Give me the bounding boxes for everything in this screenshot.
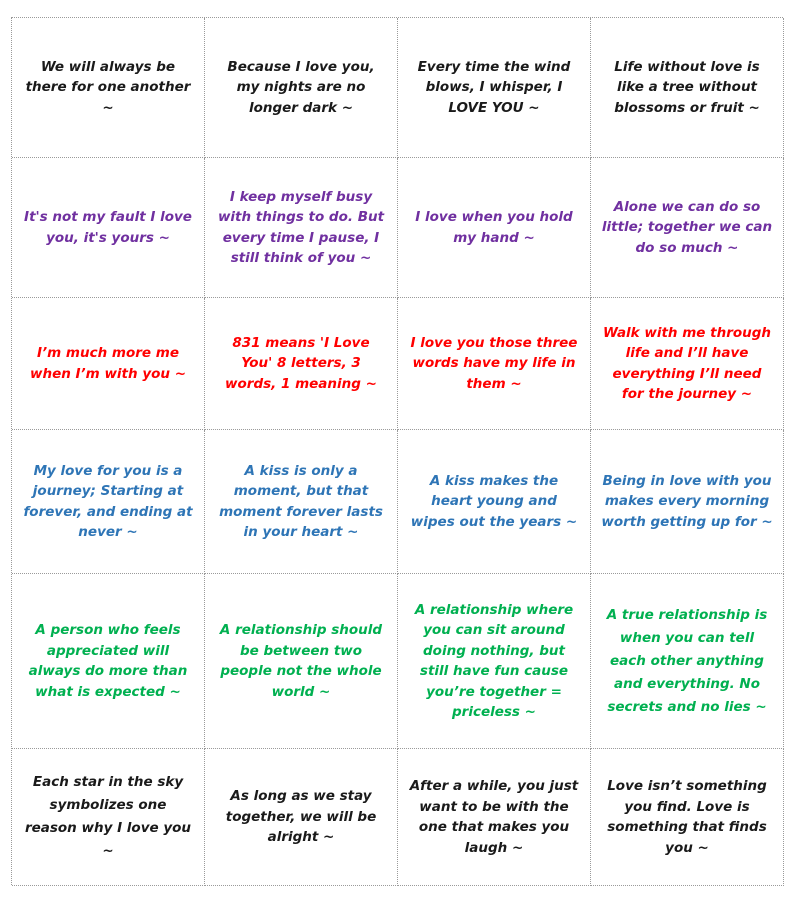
quote-text: I’m much more me when I’m with you ~ [29, 345, 187, 382]
quote-card [398, 18, 591, 158]
quote-text: A person who feels appreciated will always do more than what is expected ~ [28, 622, 188, 700]
quote-text: A kiss makes the heart young and wipes out the years ~ [410, 472, 578, 530]
quote-text: My love for you is a journey; Starting at forever, and ending at never ~ [23, 462, 193, 540]
quote-card [205, 18, 398, 158]
quote-card [591, 430, 784, 574]
quote-text: I keep myself busy with things to do. But every time I pause, I still think of you ~ [217, 188, 385, 266]
quote-card [591, 18, 784, 158]
quote-text: We will always be there for one another ~ [25, 58, 191, 116]
quote-text: Because I love you, my nights are no longer dark ~ [227, 58, 375, 116]
quote-card [398, 574, 591, 749]
quote-text: A kiss is only a moment, but that moment forever lasts in your heart ~ [219, 462, 383, 540]
quote-text: A relationship where you can sit around doing nothing, but still have fun cause you’re together = priceless ~ [414, 601, 574, 720]
quote-text: Love isn’t something you find. Love is something that finds you ~ [607, 778, 767, 856]
quote-card [205, 158, 398, 298]
quote-card [12, 574, 205, 749]
quote-card [12, 749, 205, 886]
quote-card [12, 298, 205, 430]
quote-card [398, 749, 591, 886]
quote-text: Alone we can do so little; together we can do so much ~ [601, 198, 773, 256]
quote-card [398, 298, 591, 430]
quote-card-sheet [11, 17, 783, 885]
quote-card [205, 298, 398, 430]
quote-text: As long as we stay together, we will be alright ~ [225, 788, 377, 846]
quote-text: A relationship should be between two people not the whole world ~ [219, 622, 383, 700]
quote-text: I love when you hold my hand ~ [415, 209, 573, 246]
quote-card [12, 18, 205, 158]
quote-text: Life without love is like a tree without blossoms or fruit ~ [614, 58, 760, 116]
quote-card [12, 430, 205, 574]
quote-card [591, 298, 784, 430]
quote-card [591, 749, 784, 886]
quote-text: A true relationship is when you can tell each other anything and everything. No secrets and no lies ~ [606, 606, 768, 715]
quote-text: Walk with me through life and I’ll have everything I’ll need for the journey ~ [602, 324, 772, 402]
quote-text: It's not my fault I love you, it's yours ~ [24, 209, 192, 246]
quote-text: After a while, you just want to be with the one that makes you laugh ~ [409, 778, 579, 856]
quote-card [205, 430, 398, 574]
quote-card [398, 158, 591, 298]
quote-card [591, 158, 784, 298]
quote-card [398, 430, 591, 574]
quote-card [591, 574, 784, 749]
quote-text: Being in love with you makes every morning worth getting up for ~ [601, 472, 773, 530]
quote-card [12, 158, 205, 298]
quote-text: Every time the wind blows, I whisper, I LOVE YOU ~ [417, 58, 571, 116]
quote-card [205, 574, 398, 749]
quote-text: Each star in the sky symbolizes one reason why I love you ~ [24, 774, 192, 859]
quote-text: I love you those three words have my life in them ~ [410, 334, 578, 392]
quote-text: 831 means 'I Love You' 8 letters, 3 words, 1 meaning ~ [225, 334, 377, 392]
quote-card [205, 749, 398, 886]
